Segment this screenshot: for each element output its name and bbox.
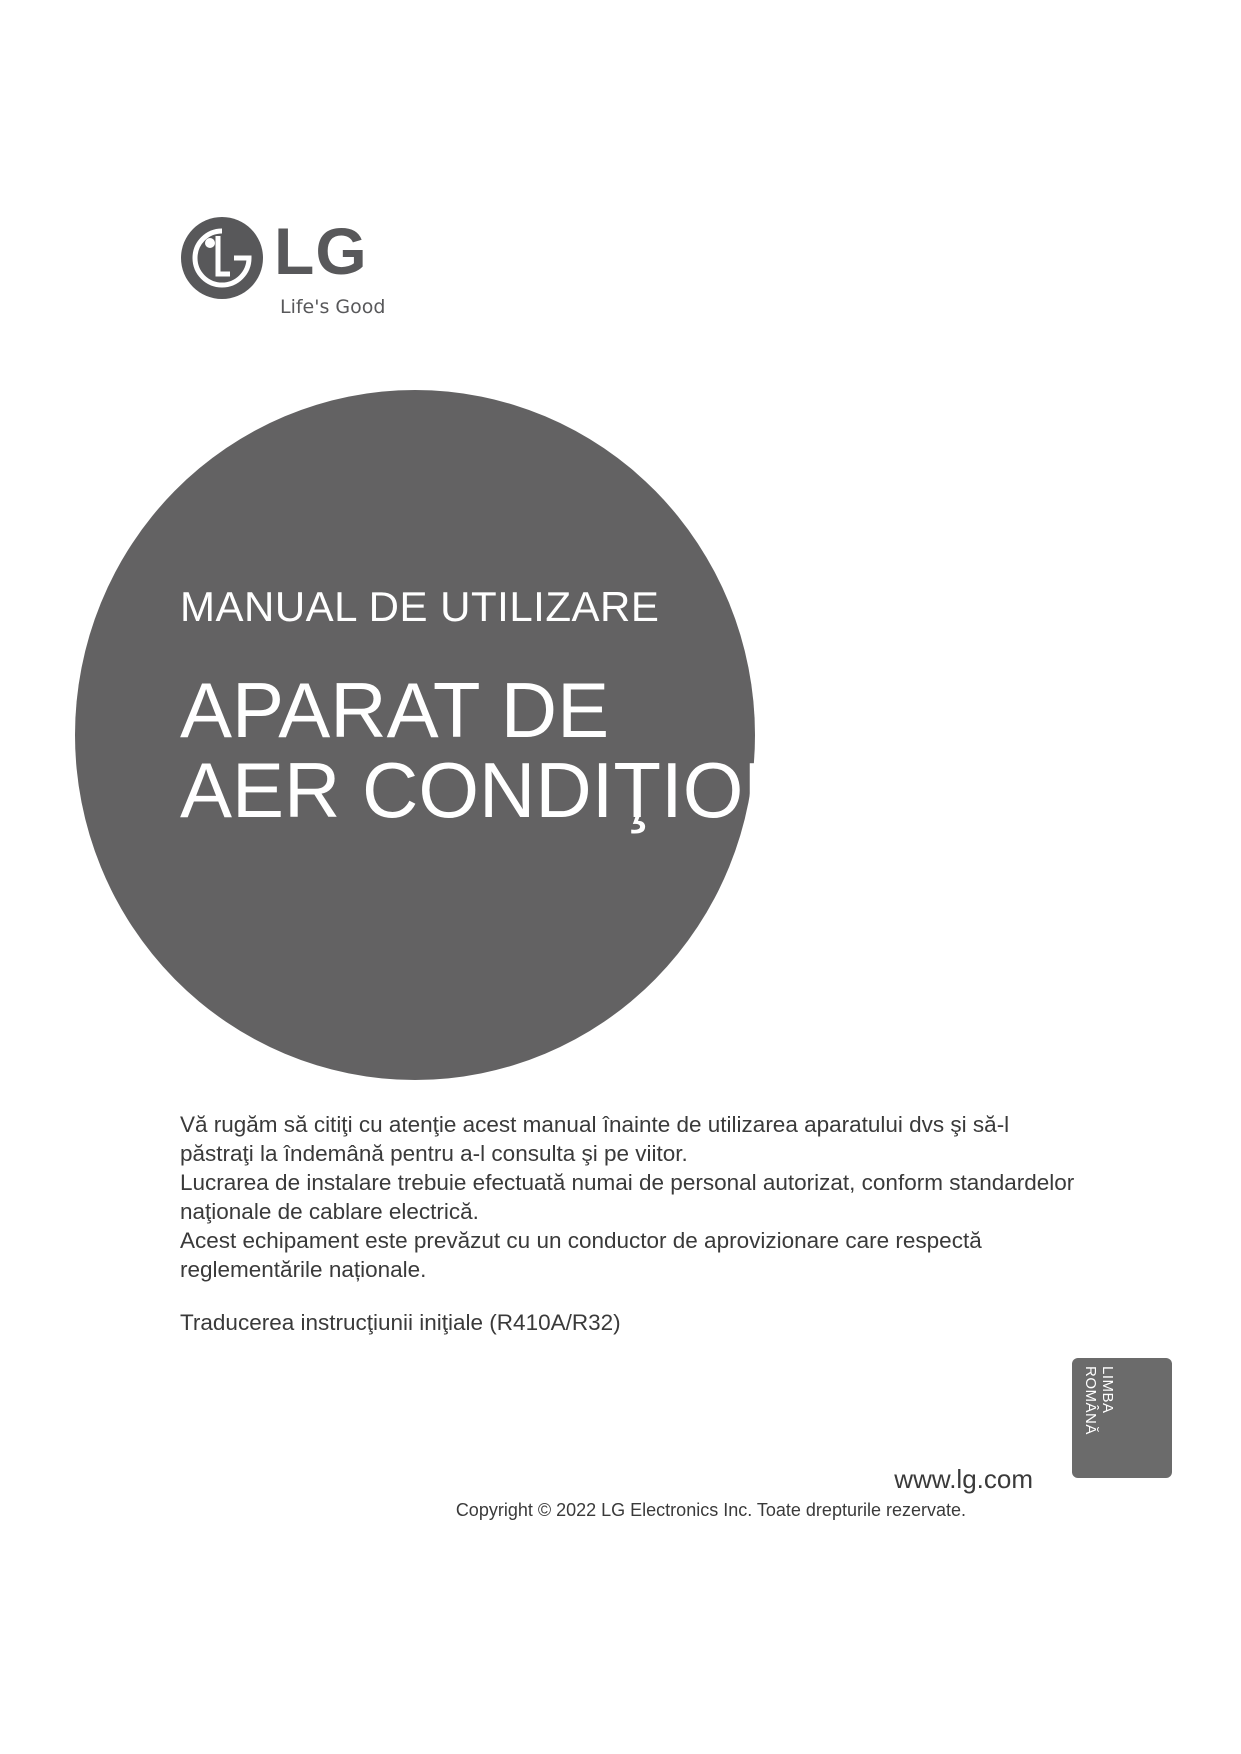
- translation-note: Traducerea instrucţiunii iniţiale (R410A/R32): [180, 1310, 621, 1335]
- logo-wordmark: LG: [274, 214, 368, 288]
- lg-face-icon: [180, 216, 264, 300]
- website-link[interactable]: www.lg.com: [894, 1464, 1033, 1494]
- lg-logo: [180, 216, 420, 326]
- logo-slogan: Life's Good: [280, 296, 386, 318]
- cover-title-block: [180, 580, 894, 840]
- language-tab: [1072, 1358, 1172, 1478]
- manual-type-label: MANUAL DE UTILIZARE: [180, 583, 660, 630]
- copyright-notice: Copyright © 2022 LG Electronics Inc. Toate drepturile rezervate.: [455, 1500, 966, 1520]
- product-title-line-2: AER CONDIŢIONAT: [180, 746, 894, 834]
- intro-text: [180, 1110, 1080, 1284]
- intro-paragraph-1: Vă rugăm să citiţi cu atenţie acest manual înainte de utilizarea aparatului dvs şi să-l păstraţi la îndemână pentru a-l consulta şi pe viitor.: [180, 1112, 1010, 1166]
- product-title: [180, 666, 894, 834]
- product-title-line-1: APARAT DE: [180, 666, 610, 754]
- language-tab-label: LIMBA ROMÂNĂ: [1082, 1366, 1116, 1435]
- intro-paragraph-2: Lucrarea de instalare trebuie efectuată numai de personal autorizat, conform standardelor naţionale de cablare electrică.: [180, 1170, 1075, 1224]
- intro-paragraph-3: Acest echipament este prevăzut cu un conductor de aprovizionare care respectă reglementările naționale.: [180, 1228, 982, 1282]
